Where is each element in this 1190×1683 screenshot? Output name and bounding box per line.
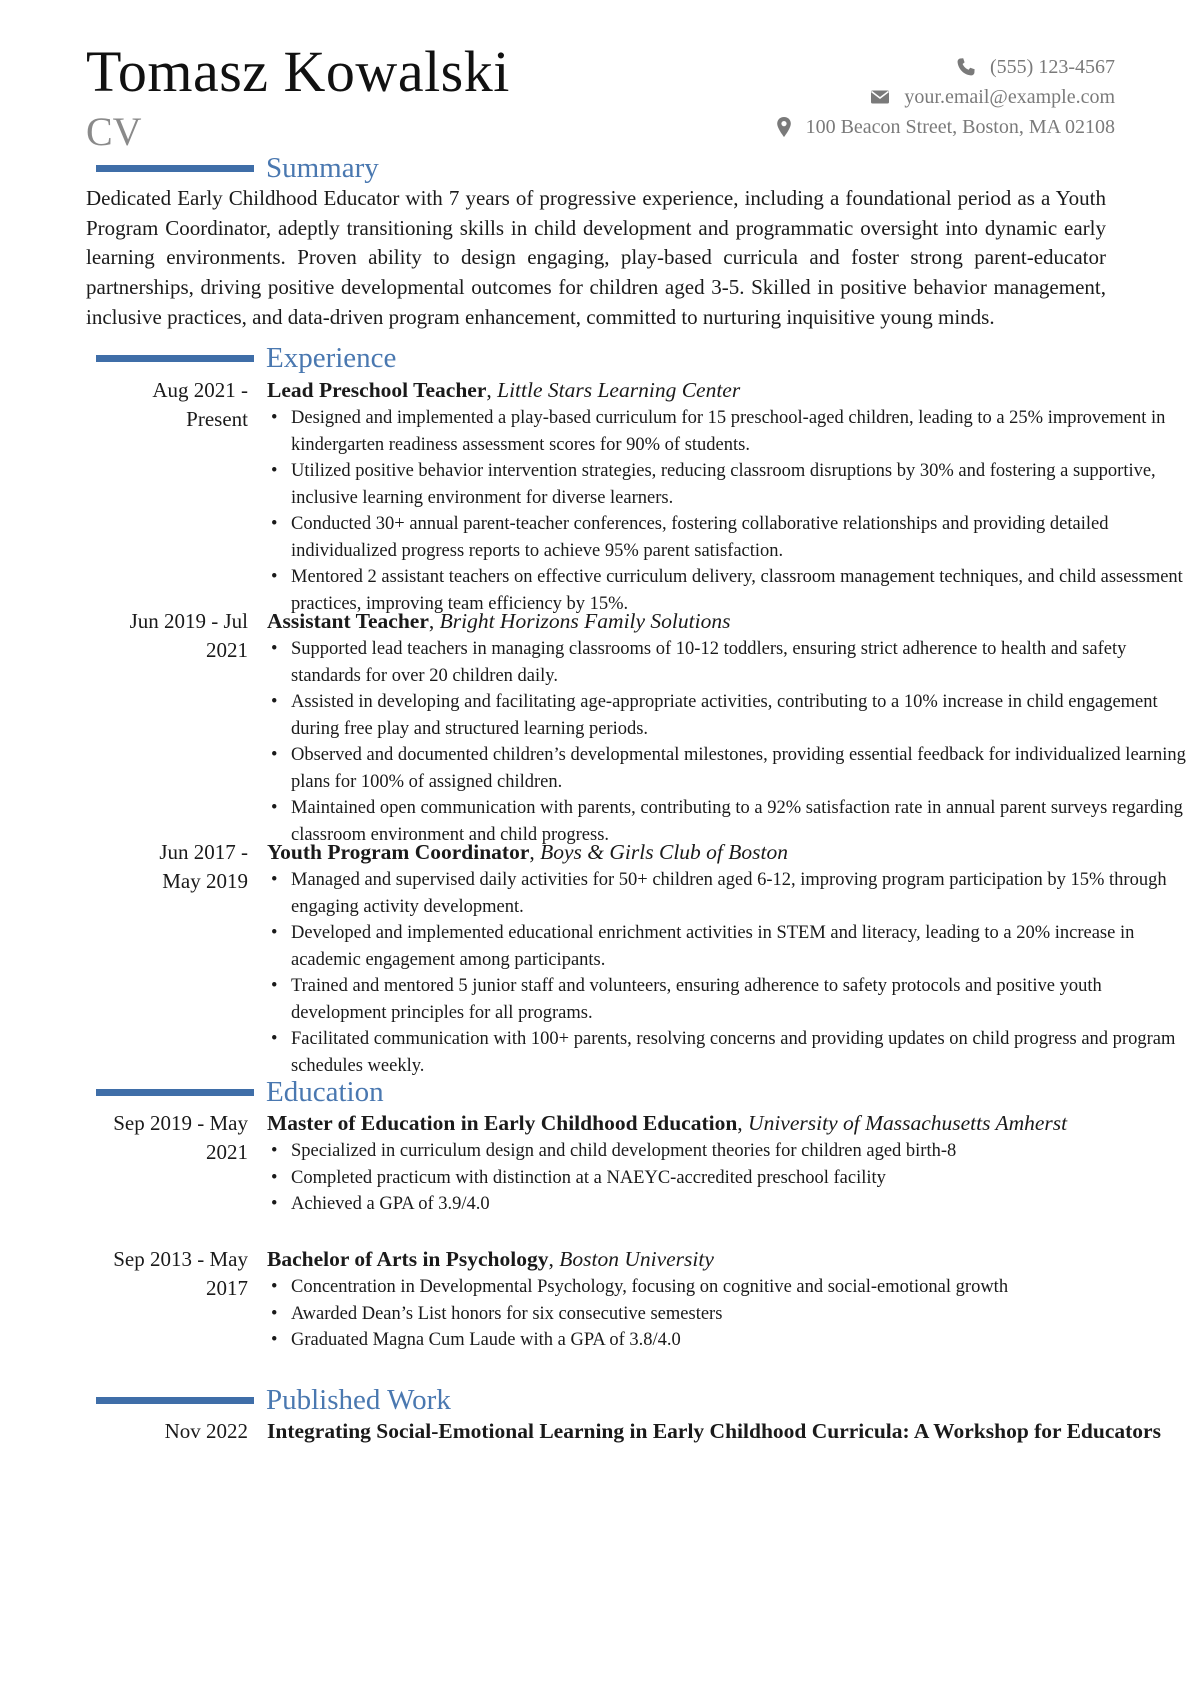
email-link[interactable]: your.email@example.com [904,85,1115,108]
date-start: Sep 2013 - May [113,1247,248,1271]
section-title: Published Work [266,1384,451,1416]
entry-heading: Assistant Teacher, Bright Horizons Family Solutions [267,609,731,633]
list-item: • Awarded Dean’s List honors for six consecutive semesters [267,1301,1190,1328]
list-item: • Trained and mentored 5 junior staff and volunteers, ensuring adherence to safety protocols and positive youth development principles for all programs. [267,973,1190,1026]
contact-address [776,112,1115,142]
list-item: • Completed practicum with distinction at a NAEYC-accredited preschool facility [267,1165,1190,1192]
address-text: 100 Beacon Street, Boston, MA 02108 [805,115,1115,138]
section-accent-bar [96,165,254,172]
date-start: Jun 2019 - Jul [129,609,248,633]
contact-block [776,52,1115,142]
entry-body [267,838,1190,1079]
institution: University of Massachusetts Amherst [748,1111,1068,1135]
list-item: • Mentored 2 assistant teachers on effective curriculum delivery, classroom management techniques, and child assessment practices, improving team efficiency by 15%. [267,564,1190,617]
date-end: 2021 [206,1140,248,1164]
map-marker-icon [776,116,792,138]
entry-body [267,376,1190,617]
list-item: • Managed and supervised daily activities for 50+ children aged 6-12, improving program participation by 15% through engaging activity development. [267,867,1190,920]
entry-heading: Master of Education in Early Childhood Education, University of Massachusetts Amherst [267,1111,1068,1135]
detail-list [267,1274,1190,1354]
list-item: • Conducted 30+ annual parent-teacher conferences, fostering collaborative relationships and providing detailed individualized progress reports to achieve 95% parent satisfaction. [267,511,1190,564]
list-item: • Maintained open communication with parents, contributing to a 92% satisfaction rate in annual parent surveys regarding classroom environment and child progress. [267,795,1190,848]
date-start: Aug 2021 - [152,378,248,402]
document-type: CV [86,109,142,154]
detail-list [267,1138,1190,1218]
section-title: Summary [266,152,379,184]
entry-heading: Lead Preschool Teacher, Little Stars Learning Center [267,378,741,402]
list-item: • Concentration in Developmental Psychology, focusing on cognitive and social-emotional growth [267,1274,1190,1301]
achievement-list [267,867,1190,1079]
entry-body [267,1245,1190,1354]
contact-email [776,82,1115,112]
entry-body [267,607,1190,848]
degree-title: Bachelor of Arts in Psychology [267,1247,549,1271]
list-item: • Designed and implemented a play-based curriculum for 15 preschool-aged children, leading to a 25% improvement in kindergarten readiness assessment scores for 90% of students. [267,405,1190,458]
date-end: 2017 [206,1276,248,1300]
entry-date [86,1245,248,1303]
entry-date [86,838,248,896]
employer: Bright Horizons Family Solutions [439,609,731,633]
list-item: • Facilitated communication with 100+ parents, resolving concerns and providing updates on child progress and program schedules weekly. [267,1026,1190,1079]
employer: Boys & Girls Club of Boston [540,840,788,864]
entry-heading: Youth Program Coordinator, Boys & Girls Club of Boston [267,840,788,864]
job-title: Lead Preschool Teacher [267,378,487,402]
section-education-heading [96,1076,384,1109]
date-end: Present [186,407,248,431]
entry-date: Nov 2022 [164,1419,248,1443]
section-accent-bar [96,1397,254,1404]
date-end: May 2019 [162,869,248,893]
section-title: Experience [266,342,397,374]
achievement-list [267,405,1190,617]
envelope-icon [870,89,890,105]
list-item: • Assisted in developing and facilitating age-appropriate activities, contributing to a 10% increase in child engagement during free play and structured learning periods. [267,689,1190,742]
job-title: Youth Program Coordinator [267,840,530,864]
section-experience-heading [96,342,396,375]
list-item: • Observed and documented children’s developmental milestones, providing essential feedback for individualized learning plans for 100% of assigned children. [267,742,1190,795]
entry-date [86,1109,248,1167]
date-start: Jun 2017 - [159,840,248,864]
date-end: 2021 [206,638,248,662]
publication-title: Integrating Social-Emotional Learning in Early Childhood Curricula: A Workshop for Educators [267,1419,1161,1443]
employer: Little Stars Learning Center [497,378,741,402]
phone-text: (555) 123-4567 [990,55,1115,78]
entry-body [267,1417,1190,1446]
list-item: • Achieved a GPA of 3.9/4.0 [267,1191,1190,1218]
achievement-list [267,636,1190,848]
entry-heading: Bachelor of Arts in Psychology, Boston University [267,1247,714,1271]
section-published-heading [96,1384,451,1417]
section-summary-heading [96,152,379,185]
section-accent-bar [96,1089,254,1096]
list-item: • Supported lead teachers in managing classrooms of 10-12 toddlers, ensuring strict adherence to health and safety standards for over 20 children daily. [267,636,1190,689]
section-title: Education [266,1076,384,1108]
list-item: • Specialized in curriculum design and child development theories for children aged birth-8 [267,1138,1190,1165]
entry-date [86,607,248,665]
institution: Boston University [559,1247,714,1271]
section-accent-bar [96,355,254,362]
list-item: • Utilized positive behavior intervention strategies, reducing classroom disruptions by 30% and fostering a supportive, inclusive learning environment for diverse learners. [267,458,1190,511]
date-start: Sep 2019 - May [113,1111,248,1135]
person-name: Tomasz Kowalski [86,39,510,104]
job-title: Assistant Teacher [267,609,429,633]
entry-body [267,1109,1190,1218]
summary-paragraph: Dedicated Early Childhood Educator with 7 years of progressive experience, including a foundational period as a Youth Program Coordinator, adeptly transitioning skills in child development and programmatic oversight into dynamic early learning environments. Proven ability to design engaging, play-based curricula and foster strong parent-educator partnerships, driving positive developmental outcomes for children aged 3-5. Skilled in positive behavior management, inclusive practices, and data-driven program enhancement, committed to nurturing inquisitive young minds. [86,186,1106,329]
degree-title: Master of Education in Early Childhood Education [267,1111,738,1135]
contact-phone [776,52,1115,82]
entry-date [86,376,248,434]
phone-icon [956,57,976,77]
list-item: • Graduated Magna Cum Laude with a GPA of 3.8/4.0 [267,1327,1190,1354]
list-item: • Developed and implemented educational enrichment activities in STEM and literacy, leading to a 20% increase in academic engagement among participants. [267,920,1190,973]
